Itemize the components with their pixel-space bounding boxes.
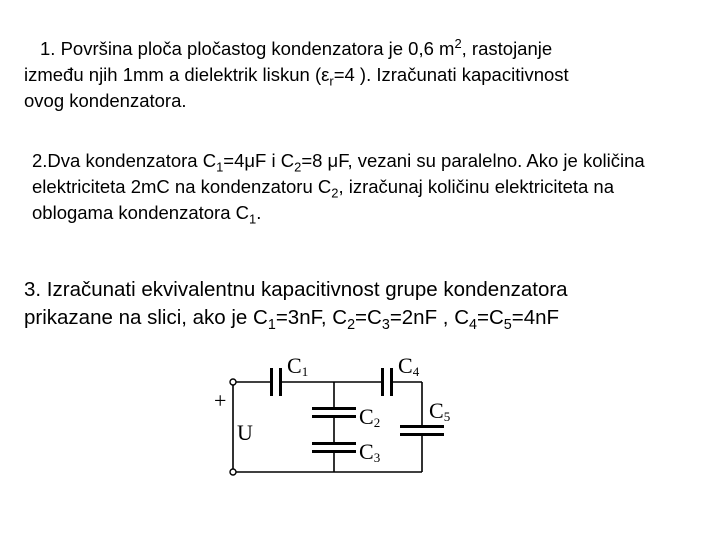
label-c1: C1 xyxy=(287,353,309,379)
circuit-wires xyxy=(233,382,422,472)
problem-3-part: =C xyxy=(355,306,382,329)
problem-2-text xyxy=(32,148,712,226)
label-c3: C3 xyxy=(359,439,381,465)
terminal-top xyxy=(230,379,236,385)
subscript: 1 xyxy=(249,211,257,227)
problem-2-part: =8 μF, vezani su paralelno. Ako je količina xyxy=(301,150,645,171)
subscript: 1 xyxy=(216,159,224,175)
subscript: 3 xyxy=(381,317,390,334)
problem-1-line-3: ovog kondenzatora. xyxy=(24,90,187,111)
label-c2: C2 xyxy=(359,404,381,430)
problem-1-line-2-end: =4 ). Izračunati kapacitivnost xyxy=(333,64,569,85)
problem-3-part: prikazane na slici, ako je C xyxy=(24,306,268,329)
subscript: r xyxy=(329,73,334,89)
problem-2-part: =4μF i C xyxy=(223,150,295,171)
problem-3-part: =4nF xyxy=(511,306,560,329)
capacitor-c4 xyxy=(381,368,393,396)
subscript: 5 xyxy=(503,317,512,334)
problem-3-part: =3nF, C xyxy=(275,306,348,329)
problem-2-part: elektriciteta 2mC na kondenzatoru C xyxy=(32,176,332,197)
subscript: 2 xyxy=(347,317,356,334)
problem-2-part: . xyxy=(256,202,262,223)
subscript: 1 xyxy=(267,317,276,334)
problem-1-line-1-end: , rastojanje xyxy=(461,38,553,59)
capacitor-c2 xyxy=(312,407,356,418)
problem-3-part: =2nF , C xyxy=(389,306,469,329)
problem-3-text xyxy=(24,276,714,332)
label-source-u: U xyxy=(237,420,253,445)
problem-1-text xyxy=(24,36,704,114)
problem-3-part: =C xyxy=(476,306,504,329)
capacitor-c1 xyxy=(270,368,282,396)
problem-3-line-1: 3. Izračunati ekvivalentnu kapacitivnost grupe kondenzatora xyxy=(24,278,568,301)
capacitor-circuit-diagram xyxy=(200,340,490,490)
subscript: 4 xyxy=(469,317,477,334)
capacitor-c5 xyxy=(400,425,444,436)
terminal-bottom xyxy=(230,469,236,475)
problem-2-part: 2.Dva kondenzatora C xyxy=(32,150,217,171)
label-c5: C5 xyxy=(429,398,451,424)
subscript: 2 xyxy=(294,159,302,175)
subscript: 2 xyxy=(331,185,339,201)
problem-1-line-1: 1. Površina ploča pločastog kondenzatora je 0,6 m xyxy=(40,38,455,59)
problem-2-part: oblogama kondenzatora C xyxy=(32,202,250,223)
label-c4: C4 xyxy=(398,353,420,379)
superscript: 2 xyxy=(454,35,462,51)
capacitor-c3 xyxy=(312,442,356,453)
label-plus: + xyxy=(214,388,227,413)
problem-1-line-2: između njih 1mm a dielektrik liskun (ε xyxy=(24,64,330,85)
problem-2-part: , izračunaj količinu elektriciteta na xyxy=(338,176,615,197)
